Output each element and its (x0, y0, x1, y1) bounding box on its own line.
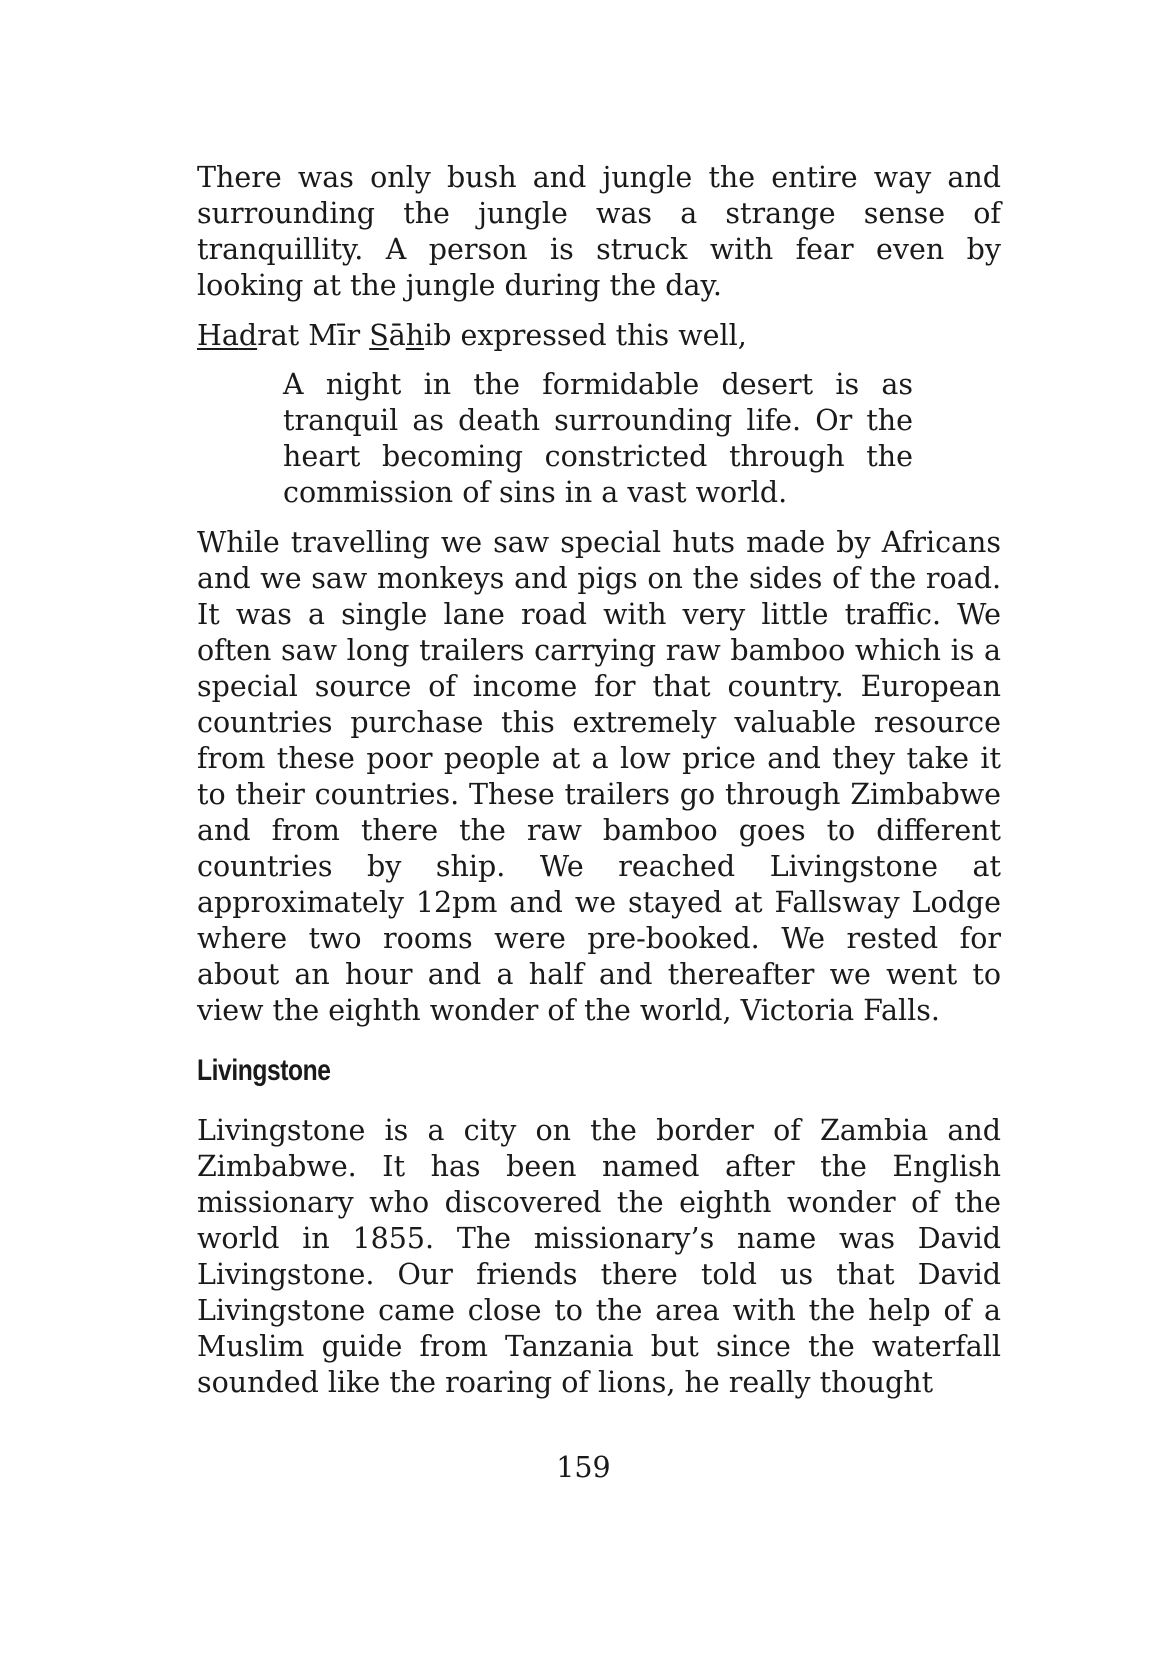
name-sahib-s: S (369, 319, 389, 352)
quote-introduction (197, 318, 1001, 354)
name-sahib-a: ā (388, 319, 406, 352)
name-hadrat-mir: rat Mīr (257, 319, 370, 352)
page-number: 159 (556, 1451, 611, 1484)
name-hadrat-ha: Ha (197, 319, 239, 352)
paragraph-travel: While travelling we saw special huts made by Africans and we saw monkeys and pigs on the sides of the road. It was a single lane road with very little traffic. We often saw long trailers carrying raw bamboo which is a special source of income for that country. European countries purchase this extremely valuable resource from these poor people at a low price and they take it to their countries. These trailers go through Zimbabwe and from there the raw bamboo goes to different countries by ship. We reached Livingstone at approximately 12pm and we stayed at Fallsway Lodge where two rooms were pre-booked. We rested for about an hour and a half and thereafter we went to view the eighth wonder of the world, Victoria Falls. (197, 526, 1001, 1027)
name-hadrat-d: d (238, 319, 258, 352)
paragraph-jungle: There was only bush and jungle the entire way and surrounding the jungle was a strange sense of tranquillity. A person is struck with fear even by looking at the jungle during the day. (197, 161, 1001, 302)
name-sahib-ib: ib (424, 319, 452, 352)
page-body (197, 160, 1001, 1401)
paragraph-livingstone: Livingstone is a city on the border of Zambia and Zimbabwe. It has been named after the English missionary who discovered the eighth wonder of the world in 1855. The missionary’s name was David Livingstone. Our friends there told us that David Livingstone came close to the area with the help of a Muslim guide from Tanzania but since the waterfall sounded like the roaring of lions, he really thought (197, 1114, 1001, 1399)
section-heading: Livingstone (197, 1054, 331, 1087)
block-quote: A night in the formidable desert is as tranquil as death surrounding life. Or the heart becoming constricted through the commission of sins in a vast world. (283, 368, 913, 509)
intro-rest: expressed this well, (451, 319, 747, 352)
name-sahib-h: h (405, 319, 425, 352)
